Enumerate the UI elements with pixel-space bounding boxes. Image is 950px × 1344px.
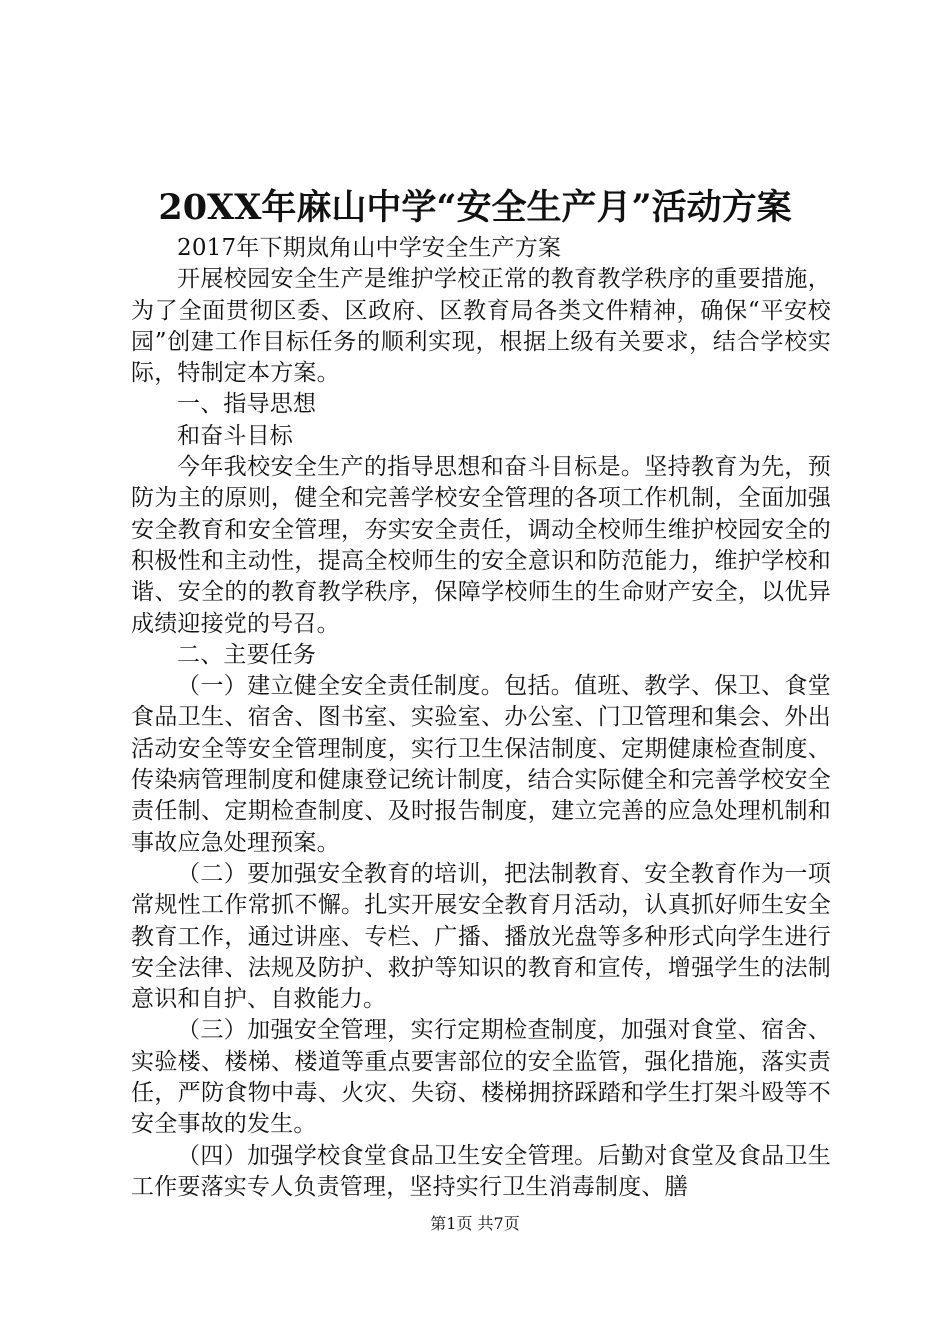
heading-main-tasks: 二、主要任务 [177, 641, 317, 668]
document-title: 20XX年麻山中学“安全生产月”活动方案 [158, 187, 792, 228]
paragraph-task-3: （三）加强安全管理，实行定期检查制度，加强对食堂、宿舍、实验楼、楼梯、楼道等重点要害部位的安全监管，强化措施，落实责任，严防食物中毒、火灾、失窃、楼梯拥挤踩踏和学生打架斗殴等不安全事故的发生。 [131, 1017, 831, 1138]
document-body [131, 233, 831, 1203]
paragraph-goals: 今年我校安全生产的指导思想和奋斗目标是。坚持教育为先，预防为主的原则，健全和完善学校安全管理的各项工作机制，全面加强安全教育和安全管理，夯实安全责任，调动全校师生维护校园安全的积极性和主动性，提高全校师生的安全意识和防范能力，维护学校和谐、安全的的教育教学秩序，保障学校师生的生命财产安全，以优异成绩迎接党的号召。 [131, 454, 831, 637]
paragraph-task-2: （二）要加强安全教育的培训，把法制教育、安全教育作为一项常规性工作常抓不懈。扎实开展安全教育月活动，认真抓好师生安全教育工作，通过讲座、专栏、广播、播放光盘等多种形式向学生进行安全法律、法规及防护、救护等知识的教育和宣传，增强学生的法制意识和自护、自救能力。 [131, 860, 831, 1013]
paragraph-task-1: （一）建立健全安全责任制度。包括。值班、教学、保卫、食堂食品卫生、宿舍、图书室、实验室、办公室、门卫管理和集会、外出活动安全等安全管理制度，实行卫生保洁制度、定期健康检查制度、传染病管理制度和健康登记统计制度，结合实际健全和完善学校安全责任制、定期检查制度、及时报告制度，建立完善的应急处理机制和事故应急处理预案。 [131, 673, 831, 856]
paragraph-subtitle: 2017年下期岚角山中学安全生产方案 [177, 235, 562, 261]
heading-guiding-thought: 一、指导思想 [177, 391, 317, 418]
paragraph-intro: 开展校园安全生产是维护学校正常的教育教学秩序的重要措施，为了全面贯彻区委、区政府、区教育局各类文件精神，确保“平安校园”创建工作目标任务的顺利实现，根据上级有关要求，结合学校实际，特制定本方案。 [131, 266, 831, 387]
paragraph-task-4: （四）加强学校食堂食品卫生安全管理。后勤对食堂及食品卫生工作要落实专人负责管理，坚持实行卫生消毒制度、膳 [131, 1142, 831, 1200]
heading-goals: 和奋斗目标 [177, 422, 293, 449]
page-footer: 第1页 共7页 [430, 1214, 520, 1233]
